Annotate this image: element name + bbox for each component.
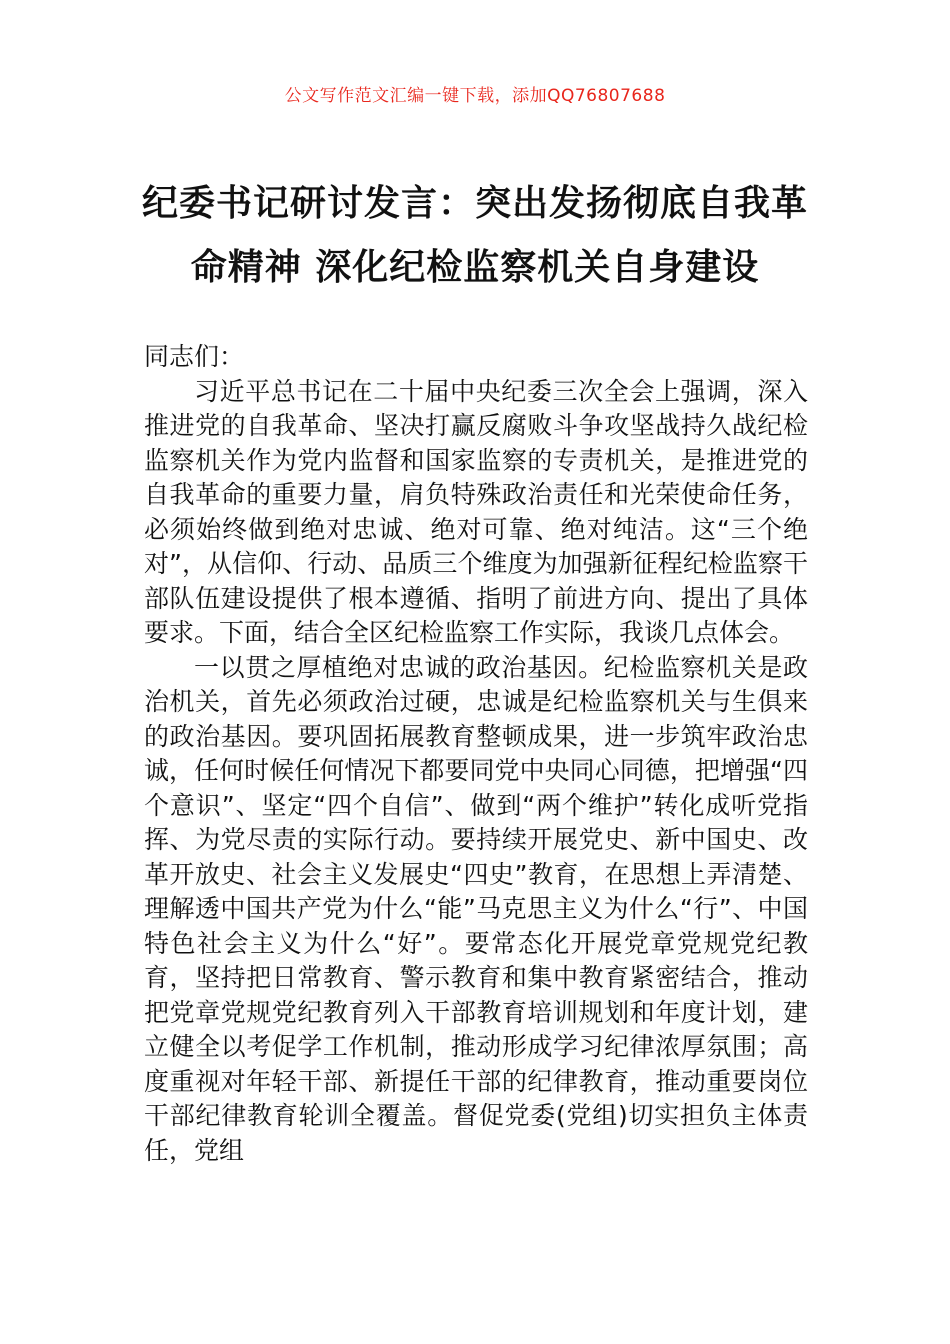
paragraph-intro: 习近平总书记在二十届中央纪委三次全会上强调，深入推进党的自我革命、坚决打赢反腐败斗争攻坚战持久战纪检监察机关作为党内监督和国家监察的专责机关，是推进党的自我革命的重要力量，肩负特殊政治责任和光荣使命任务，必须始终做到绝对忠诚、绝对可靠、绝对纯洁。这“三个绝对”，从信仰、行动、品质三个维度为加强新征程纪检监察干部队伍建设提供了根本遵循、指明了前进方向、提出了具体要求。下面，结合全区纪检监察工作实际，我谈几点体会。 <box>144 376 808 647</box>
download-notice: 公文写作范文汇编一键下载，添加QQ76807688 <box>284 86 666 106</box>
document-body <box>144 340 808 1168</box>
paragraph-loyalty: 一以贯之厚植绝对忠诚的政治基因。纪检监察机关是政治机关，首先必须政治过硬，忠诚是纪检监察机关与生俱来的政治基因。要巩固拓展教育整顿成果，进一步筑牢政治忠诚，任何时候任何情况下都要同党中央同心同德，把增强“四个意识”、坚定“四个自信”、做到“两个维护”转化成听党指挥、为党尽责的实际行动。要持续开展党史、新中国史、改革开放史、社会主义发展史“四史”教育，在思想上弄清楚、理解透中国共产党为什么“能”马克思主义为什么“行”、中国特色社会主义为什么“好”。要常态化开展党章党规党纪教育，坚持把日常教育、警示教育和集中教育紧密结合，推动把党章党规党纪教育列入干部教育培训规划和年度计划，建立健全以考促学工作机制，推动形成学习纪律浓厚氛围；高度重视对年轻干部、新提任干部的纪律教育，推动重要岗位干部纪律教育轮训全覆盖。督促党委(党组)切实担负主体责任，党组 <box>144 652 808 1165</box>
title-line-1: 纪委书记研讨发言：突出发扬彻底自我革 <box>141 183 808 224</box>
salutation: 同志们： <box>144 342 245 371</box>
title-line-2: 命精神 深化纪检监察机关自身建设 <box>190 247 760 288</box>
document-title <box>130 172 820 300</box>
